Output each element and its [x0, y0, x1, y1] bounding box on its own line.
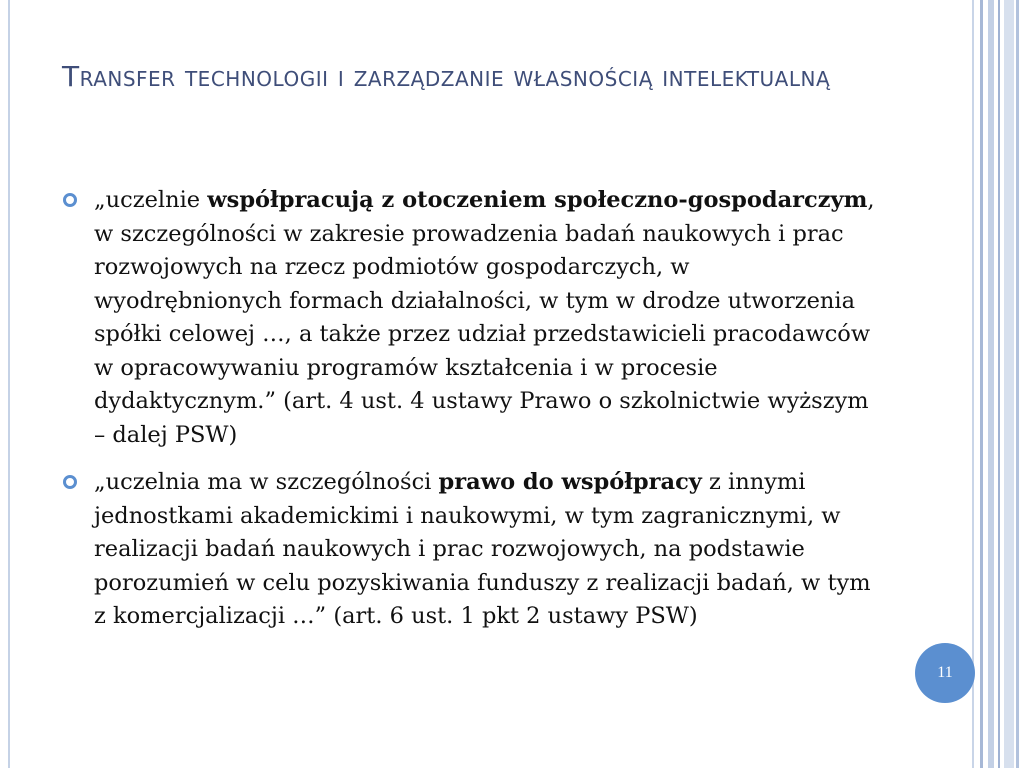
bullet-text-bold: współpracują z otoczeniem społeczno-gospodarczym [207, 187, 868, 213]
bullet-text-before: „uczelnie [94, 187, 208, 213]
stripe [980, 0, 983, 768]
bullet-circle-icon [63, 475, 77, 489]
bullet-text-after: z innymi jednostkami akademickimi i naukowymi, w tym zagranicznymi, w realizacji badań naukowych i prac rozwojowych, na podstawie porozumień w celu pozyskiwania funduszy z realizacji badań, w tym z komercjalizacji …” (art. 6 ust. 1 pkt 2 ustawy PSW) [94, 469, 871, 629]
bullet-circle-icon [63, 193, 77, 207]
page-number-label: 11 [937, 664, 953, 681]
right-decorative-stripes [972, 0, 1024, 768]
bullet-list [62, 184, 882, 648]
page-number-badge [915, 643, 975, 703]
bullet-text-bold: prawo do współpracy [438, 469, 702, 495]
stripe [1004, 0, 1014, 768]
stripe [1016, 0, 1019, 768]
stripe [988, 0, 994, 768]
bullet-text-before: „uczelnia ma w szczególności [94, 469, 439, 495]
bullet-text-after: , w szczególności w zakresie prowadzenia badań naukowych i prac rozwojowych na rzecz podmiotów gospodarczych, w wyodrębnionych formach działalności, w tym w drodze utworzenia spółki celowej …, a także przez udział przedstawicieli pracodawców w opracowywaniu programów kształcenia i w procesie dydaktycznym.” (art. 4 ust. 4 ustawy Prawo o szkolnictwie wyższym – dalej PSW) [94, 187, 875, 448]
stripe [972, 0, 974, 768]
bullet-item [62, 466, 882, 634]
bullet-item [62, 184, 882, 452]
stripe [998, 0, 1000, 768]
slide-title: Transfer technologii i zarządzanie własnością intelektualną [62, 60, 831, 93]
left-decorative-rule [8, 0, 10, 768]
